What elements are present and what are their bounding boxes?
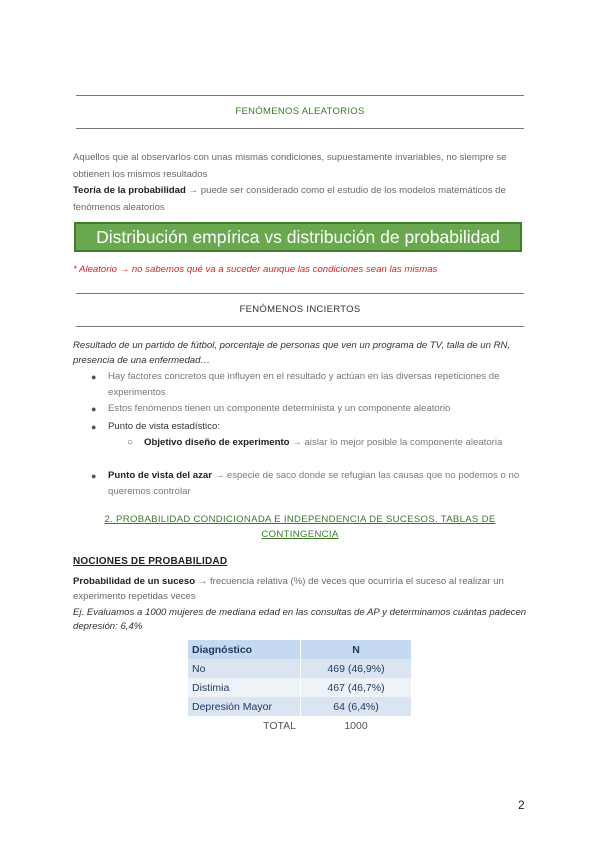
bullet-factores [91,369,523,401]
example-paragraph: Ej. Evaluamos a 1000 mujeres de mediana edad en las consultas de AP y determinamos cuántas padecen depresión: 6,4% [73,607,527,632]
aleatorio-text: → no sabemos qué va a suceder aunque las condiciones sean las mismas [116,264,438,275]
top-rule-2 [76,128,524,129]
inciertos-example: Resultado de un partido de fútbol, porcentaje de personas que ven un programa de TV, talla de un RN, presencia de una enfermedad… [73,340,511,366]
azar-term: Punto de vista del azar [108,470,212,481]
mid-rule-1 [76,293,524,294]
subbullet-circle: ○ [127,437,134,448]
cell-count: 64 (6,4%) [301,697,412,716]
subbullet-objetivo [127,435,524,451]
teoria-arrow: → [185,185,201,196]
suceso-text: → frecuencia relativa (%) de veces que ocurriría el suceso al realizar un experimento repetidas veces [73,576,504,602]
bullet-componentes-text: Estos fenómenos tienen un componente determinista y un componente aleatorio [108,403,451,414]
mid-rule-2 [76,326,524,327]
cell-count: 467 (46,7%) [301,678,412,697]
cell-total-value: 1000 [301,716,412,735]
azar-text: → especie de saco donde se refugian las causas que no podemos o no queremos controlar [108,470,520,497]
cell-count: 469 (46,9%) [301,659,412,678]
section-title-aleatorios: FENÓMENOS ALEATORIOS [235,106,365,117]
bullet-dot: ● [91,404,97,414]
cell-diagnosis: Depresión Mayor [188,697,301,716]
bullet-factores-text: Hay factores concretos que influyen en el resultado y actúan en las diversas repeticiones de experimentos [108,371,500,398]
suceso-term: Probabilidad de un suceso [73,576,196,587]
bullet-dot: ● [91,372,97,382]
cell-diagnosis: Distimia [188,678,301,697]
teoria-text: puede ser considerado como el estudio de los modelos matemáticos de fenómenos aleatorios [73,185,506,213]
table-header-row [188,640,411,659]
teoria-probabilidad-paragraph [73,183,528,216]
nociones-heading: NOCIONES DE PROBABILIDAD [73,556,228,567]
bullet-componentes [91,401,523,417]
cell-total-label: TOTAL [188,716,301,735]
bullet-dot: ● [91,422,97,432]
cell-diagnosis: No [188,659,301,678]
aleatorio-note [73,264,437,275]
aleatorios-definition: Aquellos que al observarlos con unas mismas condiciones, supuestamente invariables, no siempre se obtienen los mismos resultados [73,152,507,180]
teoria-term: Teoría de la probabilidad [73,185,186,196]
section-link-probabilidad-condicionada[interactable]: 2. PROBABILIDAD CONDICIONADA E INDEPENDENCIA DE SUCESOS. TABLAS DE CONTINGENCIA [104,514,496,540]
aleatorio-prefix: * [73,264,80,275]
probabilidad-suceso-paragraph [73,574,528,604]
bullet-azar [91,468,528,500]
section-title-inciertos: FENÓMENOS INCIERTOS [239,304,361,315]
table-row [188,678,411,697]
header-diagnostico: Diagnóstico [188,640,301,659]
table-row [188,659,411,678]
objetivo-text: → aislar lo mejor posible la componente aleatoria [289,437,503,448]
aleatorio-term: Aleatorio [79,264,117,275]
page-number: 2 [518,798,525,812]
diagnosis-table [188,640,411,735]
header-n: N [301,640,412,659]
distribution-banner: Distribución empírica vs distribución de probabilidad [74,222,522,252]
bullet-dot: ● [91,471,97,481]
objetivo-term: Objetivo diseño de experimento [144,437,290,448]
table-row [188,697,411,716]
table-total-row [188,716,411,735]
bullet-estadistico-text: Punto de vista estadístico: [108,421,220,432]
bullet-estadistico [91,419,523,435]
top-rule-1 [76,95,524,96]
